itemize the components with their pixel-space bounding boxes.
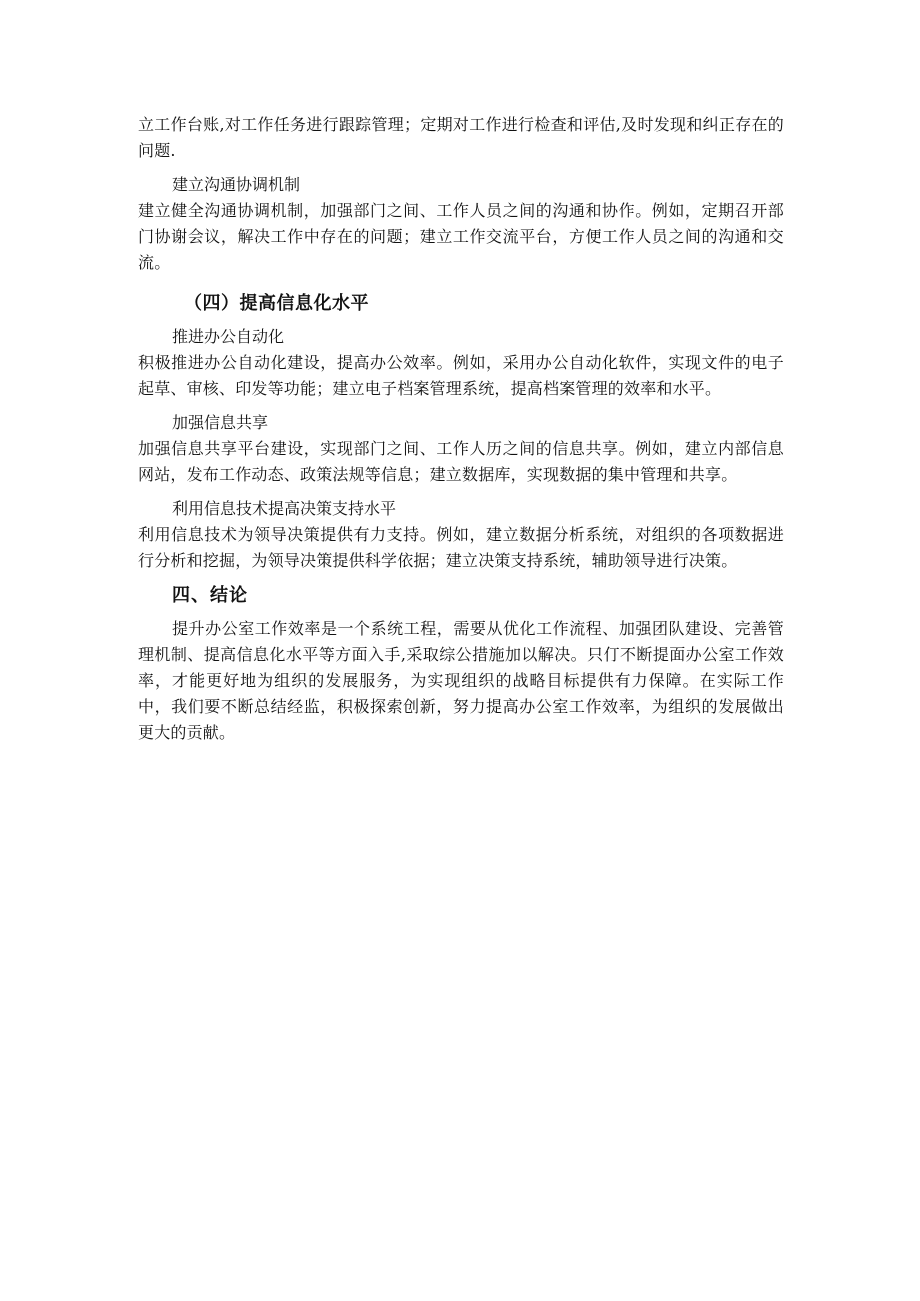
comm-paragraph: 建立健全沟通协调机制，加强部门之间、工作人员之间的沟通和协作。例如，定期召开部门协谢会议，解决工作中存在的问题；建立工作交流平台，方便工作人员之间的沟通和交流。 — [138, 201, 784, 272]
intro-continuation-paragraph: 立工作台账,对工作任务进行跟踪管理；定期对工作进行检查和评估,及时发现和纠正存在的问题. — [138, 115, 784, 160]
info-sharing-paragraph: 加强信息共享平台建设，实现部门之间、工作人历之间的信息共享。例如，建立内部信息网站，发布工作动态、政策法规等信息；建立数据库，实现数据的集中管理和共享。 — [138, 439, 784, 484]
document-page — [138, 112, 784, 746]
conclusion-heading: 四、结论 — [172, 585, 248, 606]
info-sharing-subheading: 加强信息共享 — [172, 413, 269, 432]
comm-subheading: 建立沟通协调机制 — [172, 175, 301, 194]
decision-support-subheading: 利用信息技术提高决策支持水平 — [172, 499, 397, 518]
office-automation-paragraph: 积极推进办公自动化建设，提高办公效率。例如，采用办公自动化软件，实现文件的电子起草、审核、印发等功能；建立电子档案管理系统，提高档案管理的效率和水平。 — [138, 353, 784, 398]
section-4-heading: （四）提高信息化水平 — [184, 293, 369, 314]
office-automation-subheading: 推进办公自动化 — [172, 327, 285, 346]
conclusion-paragraph: 提升办公室工作效率是一个系统工程，需要从优化工作流程、加强团队建设、完善管理机制、提高信息化水平等方面入手,采取综公措施加以解决。只仃不断提面办公室工作效率，才能更好地为组织的发展服务，为实现组织的战略目标提供有力保障。在实际工作中，我们要不断总结经监，积极探索创新，努力提高办公室工作效率，为组织的发展做出更大的贡献。 — [138, 619, 784, 742]
decision-support-paragraph: 利用信息技术为领导决策提供有力支持。例如，建立数据分析系统，对组织的各项数据进行分析和挖掘，为领导决策提供科学依据；建立决策支持系统，辅助领导进行决策。 — [138, 525, 784, 570]
